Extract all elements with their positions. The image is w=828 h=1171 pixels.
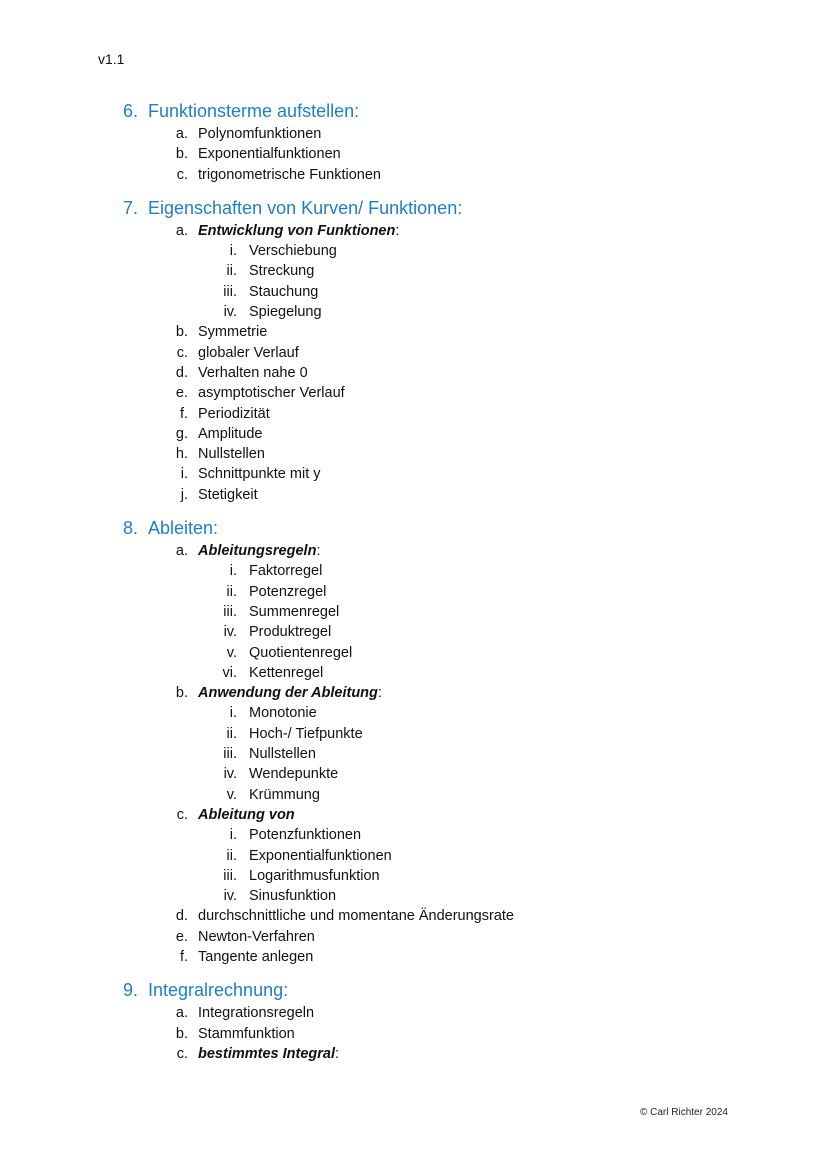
list-marker: b. (175, 324, 188, 341)
list-item-text (198, 404, 270, 424)
list-item (0, 1003, 828, 1023)
list-marker: a. (175, 1005, 188, 1022)
list-item-suffix: : (395, 222, 400, 239)
section-number: 8. (123, 518, 139, 539)
sub-list-label: Kettenregel (249, 664, 324, 681)
list-item-text (198, 541, 320, 561)
list-item-label: Periodizität (198, 405, 270, 422)
sub-list-item (0, 886, 828, 906)
sub-list-item (0, 744, 828, 764)
list-item-text (198, 1044, 339, 1064)
list-item-label: Anwendung der Ableitung (198, 685, 378, 702)
sub-list-item (0, 703, 828, 723)
list-item-text (198, 424, 262, 444)
list-item-text (198, 485, 258, 505)
list-item-label: Amplitude (198, 425, 263, 442)
sub-list-marker: iv. (223, 888, 237, 905)
list-item-text (198, 683, 382, 703)
sub-list-label: Potenzregel (249, 583, 327, 600)
list-item-label: asymptotischer Verlauf (198, 385, 345, 402)
section-number: 6. (123, 101, 139, 121)
list-item-text (198, 221, 399, 241)
sub-list-item (0, 764, 828, 784)
section-title: Integralrechnung: (148, 980, 289, 1001)
sub-list-label: Potenzfunktionen (249, 827, 362, 844)
sub-list-item (0, 602, 828, 622)
list-item-label: durchschnittliche und momentane Änderungsrate (198, 908, 514, 925)
list-item (0, 221, 828, 241)
section-heading (0, 195, 828, 221)
sub-list-item (0, 282, 828, 302)
sub-list-marker: i. (229, 827, 237, 844)
sub-list-marker: iii. (223, 746, 237, 763)
list-item-text (198, 906, 514, 926)
sub-list-marker: i. (229, 705, 237, 722)
sub-list-item (0, 241, 828, 261)
sub-list-item (0, 302, 828, 322)
section-heading (0, 98, 828, 124)
list-item (0, 165, 828, 185)
sub-list-marker: i. (229, 563, 237, 580)
sub-list-item (0, 724, 828, 744)
list-item (0, 1044, 828, 1064)
list-item-text (198, 1024, 295, 1044)
sub-list-label: Krümmung (249, 786, 320, 803)
list-marker: c. (176, 1045, 188, 1062)
sub-list-marker: v. (226, 644, 237, 661)
list-item-suffix: : (316, 543, 321, 560)
outline-section (0, 98, 828, 185)
outline-section (0, 977, 828, 1064)
list-marker: a. (175, 543, 188, 560)
sub-list-marker: iii. (223, 867, 237, 884)
sub-list-label: Monotonie (249, 705, 317, 722)
list-item-text (198, 165, 381, 185)
sub-list-marker: iii. (223, 283, 237, 300)
section-heading (0, 515, 828, 541)
list-item-label: Exponentialfunktionen (198, 146, 341, 163)
sub-list-marker: iv. (223, 624, 237, 641)
list-item (0, 464, 828, 484)
list-item-label: Stammfunktion (198, 1025, 295, 1042)
sub-list-label: Summenregel (249, 603, 340, 620)
sub-list-item (0, 825, 828, 845)
sub-list-label: Spiegelung (249, 304, 322, 321)
sub-list-label: Wendepunkte (249, 766, 339, 783)
sub-list-label: Sinusfunktion (249, 888, 337, 905)
list-item-label: Entwicklung von Funktionen (198, 222, 396, 239)
sub-list-label: Logarithmusfunktion (249, 867, 380, 884)
list-item (0, 541, 828, 561)
sub-list-marker: v. (226, 786, 237, 803)
list-item (0, 144, 828, 164)
sub-list-label: Streckung (249, 263, 315, 280)
list-marker: b. (175, 1025, 188, 1042)
sub-list-marker: ii. (226, 583, 237, 600)
list-item-label: Stetigkeit (198, 486, 258, 503)
sub-list-label: Stauchung (249, 283, 319, 300)
list-item-suffix: : (335, 1045, 340, 1062)
sub-list-item (0, 582, 828, 602)
list-item (0, 1024, 828, 1044)
sub-list-item (0, 846, 828, 866)
list-item-text (198, 947, 313, 967)
list-item-label: bestimmtes Integral (198, 1045, 335, 1062)
list-item (0, 322, 828, 342)
section-title: Eigenschaften von Kurven/ Funktionen: (148, 197, 463, 218)
list-marker: a. (175, 222, 188, 239)
section-number: 9. (123, 980, 139, 1001)
list-item (0, 404, 828, 424)
sub-list-marker: iv. (223, 304, 237, 321)
list-marker: a. (175, 126, 188, 142)
list-marker: e. (175, 928, 188, 945)
list-marker: i. (180, 466, 188, 483)
list-item-label: Newton-Verfahren (198, 928, 315, 945)
sub-list-item (0, 261, 828, 281)
list-marker: c. (176, 344, 188, 361)
sub-list-marker: iv. (223, 766, 237, 783)
list-item (0, 383, 828, 403)
list-item (0, 906, 828, 926)
document-outline (0, 98, 828, 1074)
list-item (0, 927, 828, 947)
sub-list-label: Nullstellen (249, 746, 316, 763)
list-item-text (198, 464, 321, 484)
list-item-text (198, 124, 321, 144)
sub-list-label: Exponentialfunktionen (249, 847, 392, 864)
list-item-text (198, 343, 299, 363)
sub-list-item (0, 785, 828, 805)
list-item-text (198, 1003, 314, 1023)
list-item (0, 444, 828, 464)
list-marker: d. (175, 908, 188, 925)
list-item (0, 947, 828, 967)
sub-list-item (0, 866, 828, 886)
list-item-text (198, 144, 341, 164)
list-marker: b. (175, 146, 188, 163)
list-item-text (198, 444, 265, 464)
copyright-footer: © Carl Richter 2024 (640, 1107, 728, 1118)
list-item-label: Polynomfunktionen (198, 126, 322, 142)
list-marker: f. (179, 948, 188, 965)
sub-list-label: Quotientenregel (249, 644, 353, 661)
sub-list-item (0, 622, 828, 642)
version-label: v1.1 (98, 51, 125, 67)
sub-list-label: Verschiebung (249, 243, 337, 260)
list-marker: h. (175, 446, 188, 463)
sub-list-marker: i. (229, 243, 237, 260)
list-item-suffix: : (377, 685, 382, 702)
list-item (0, 424, 828, 444)
list-item (0, 124, 828, 144)
list-item-label: Nullstellen (198, 446, 265, 463)
list-marker: f. (179, 405, 188, 422)
list-item (0, 805, 828, 825)
list-marker: e. (175, 385, 188, 402)
list-item (0, 363, 828, 383)
list-item-label: Verhalten nahe 0 (198, 364, 308, 381)
sub-list-marker: iii. (223, 603, 237, 620)
section-heading (0, 977, 828, 1003)
sub-list-marker: vi. (222, 664, 237, 681)
list-item-label: Tangente anlegen (198, 948, 314, 965)
sub-list-item (0, 663, 828, 683)
list-item-text (198, 927, 315, 947)
sub-list-label: Hoch-/ Tiefpunkte (249, 725, 363, 742)
list-marker: c. (176, 806, 188, 823)
list-item-text (198, 363, 308, 383)
section-title: Ableiten: (148, 518, 219, 539)
list-item-text (198, 805, 295, 825)
list-marker: d. (175, 364, 188, 381)
list-item-label: trigonometrische Funktionen (198, 166, 381, 183)
list-item-label: Ableitung von (198, 806, 295, 823)
list-marker: b. (175, 685, 188, 702)
list-marker: g. (175, 425, 188, 442)
list-item-label: Schnittpunkte mit y (198, 466, 321, 483)
list-marker: j. (180, 486, 188, 503)
sub-list-label: Faktorregel (249, 563, 323, 580)
sub-list-marker: ii. (226, 725, 237, 742)
list-item-label: Symmetrie (198, 324, 268, 341)
list-item (0, 485, 828, 505)
list-item (0, 683, 828, 703)
outline-section (0, 195, 828, 505)
list-marker: c. (176, 166, 188, 183)
list-item-label: globaler Verlauf (198, 344, 299, 361)
outline-section (0, 515, 828, 967)
section-title: Funktionsterme aufstellen: (148, 101, 360, 121)
sub-list-item (0, 643, 828, 663)
sub-list-marker: ii. (226, 847, 237, 864)
section-number: 7. (123, 197, 139, 218)
sub-list-label: Produktregel (249, 624, 332, 641)
list-item-label: Ableitungsregeln (198, 543, 317, 560)
list-item-text (198, 383, 345, 403)
sub-list-item (0, 561, 828, 581)
list-item (0, 343, 828, 363)
list-item-text (198, 322, 267, 342)
list-item-label: Integrationsregeln (198, 1005, 315, 1022)
sub-list-marker: ii. (226, 263, 237, 280)
